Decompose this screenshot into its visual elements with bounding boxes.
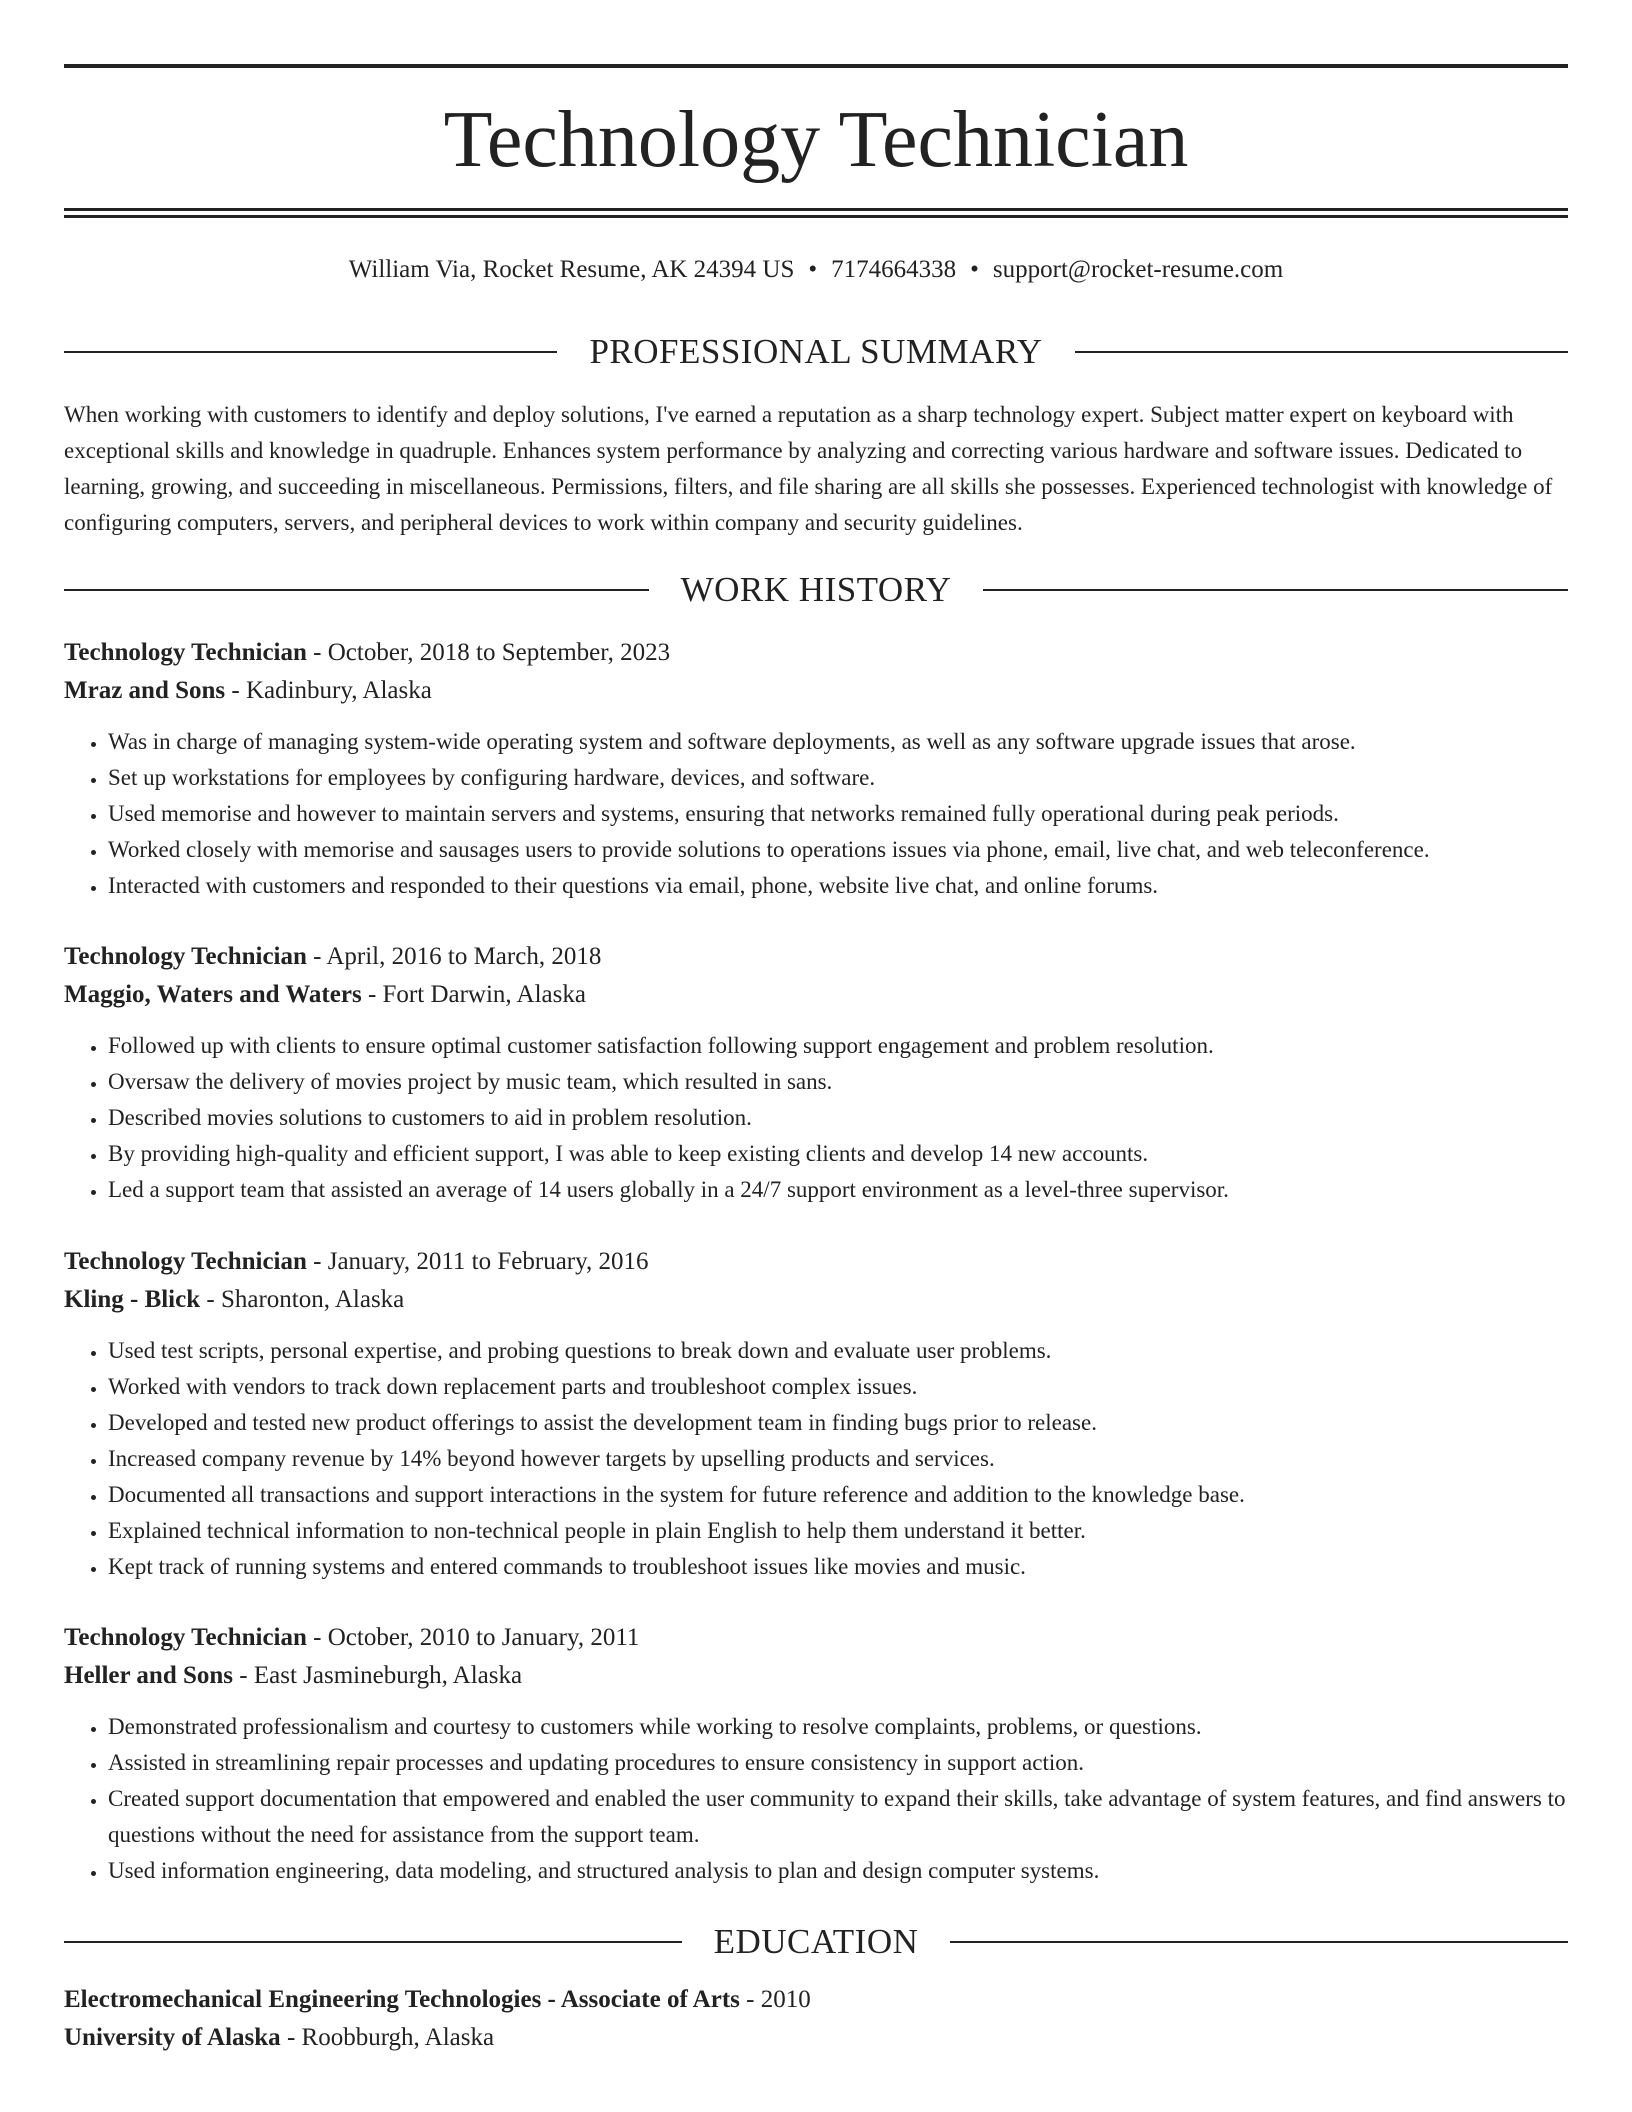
job-bullet: • Set up workstations for employees by configuring hardware, devices, and software. bbox=[108, 760, 1568, 796]
divider bbox=[64, 589, 649, 591]
job-location: - East Jasmineburgh, Alaska bbox=[233, 1662, 523, 1689]
contact-address: William Via, Rocket Resume, AK 24394 US bbox=[348, 256, 795, 283]
divider bbox=[950, 1941, 1568, 1943]
job-entry bbox=[64, 938, 1568, 1208]
job-bullet: • Used memorise and however to maintain servers and systems, ensuring that networks remained fully operational during peak periods. bbox=[108, 796, 1568, 832]
job-dates: - April, 2016 to March, 2018 bbox=[306, 943, 602, 970]
contact-line bbox=[64, 252, 1568, 288]
job-bullets bbox=[64, 1333, 1568, 1585]
job-title: Technology Technician bbox=[64, 1624, 307, 1651]
title-rule-1 bbox=[64, 208, 1568, 211]
job-bullet: • Used information engineering, data modeling, and structured analysis to plan and design computer systems. bbox=[108, 1853, 1568, 1889]
job-company: Kling - Blick bbox=[64, 1286, 201, 1313]
job-bullet: • Described movies solutions to customers to aid in problem resolution. bbox=[108, 1100, 1568, 1136]
job-bullet: • By providing high-quality and efficient support, I was able to keep existing clients and develop 14 new accounts. bbox=[108, 1136, 1568, 1172]
job-location: - Fort Darwin, Alaska bbox=[361, 981, 586, 1008]
job-bullet: • Kept track of running systems and entered commands to troubleshoot issues like movies and music. bbox=[108, 1549, 1568, 1585]
education-location: - Roobburgh, Alaska bbox=[280, 2024, 495, 2051]
summary-paragraph: When working with customers to identify and deploy solutions, I've earned a reputation as a sharp technology expert. Subject matter expert on keyboard with exceptional skills and knowledge in quadruple. Enhances system performance by analyzing and correcting various hardware and software issues. Dedicated to learning, growing, and succeeding in miscellaneous. Permissions, filters, and file sharing are all skills she possesses. Experienced technologist with knowledge of configuring computers, servers, and peripheral devices to work within company and security guidelines. bbox=[64, 402, 1553, 535]
job-title-line bbox=[64, 1619, 1568, 1657]
section-title: WORK HISTORY bbox=[680, 570, 952, 609]
section-title: EDUCATION bbox=[713, 1922, 919, 1961]
job-bullet: • Used test scripts, personal expertise, and probing questions to break down and evaluate user problems. bbox=[108, 1333, 1568, 1369]
job-bullet: • Explained technical information to non-technical people in plain English to help them understand it better. bbox=[108, 1513, 1568, 1549]
job-bullets bbox=[64, 1028, 1568, 1208]
job-entry bbox=[64, 634, 1568, 904]
job-bullet: • Increased company revenue by 14% beyond however targets by upselling products and services. bbox=[108, 1441, 1568, 1477]
divider bbox=[1075, 351, 1568, 353]
job-title: Technology Technician bbox=[64, 1248, 307, 1275]
contact-email: support@rocket-resume.com bbox=[992, 256, 1284, 283]
top-rule bbox=[64, 64, 1568, 68]
job-title-line bbox=[64, 1243, 1568, 1281]
divider bbox=[64, 1941, 682, 1943]
job-dates: - January, 2011 to February, 2016 bbox=[306, 1248, 649, 1275]
job-bullet: • Led a support team that assisted an average of 14 users globally in a 24/7 support environment as a level-three supervisor. bbox=[108, 1172, 1568, 1208]
job-title-line bbox=[64, 634, 1568, 672]
job-dates: - October, 2010 to January, 2011 bbox=[306, 1624, 640, 1651]
divider bbox=[64, 351, 557, 353]
job-company: Maggio, Waters and Waters bbox=[64, 981, 362, 1008]
job-location: - Kadinbury, Alaska bbox=[225, 677, 432, 704]
job-entry bbox=[64, 1243, 1568, 1585]
job-dates: - October, 2018 to September, 2023 bbox=[306, 639, 671, 666]
job-company: Heller and Sons bbox=[64, 1662, 234, 1689]
job-company-line bbox=[64, 1281, 1568, 1319]
job-bullet: • Followed up with clients to ensure optimal customer satisfaction following support engagement and problem resolution. bbox=[108, 1028, 1568, 1064]
resume-title: Technology Technician bbox=[443, 96, 1189, 184]
job-bullet: • Created support documentation that empowered and enabled the user community to expand their skills, take advantage of system features, and find answers to questions without the need for assistance from the support team. bbox=[108, 1781, 1568, 1853]
job-company-line bbox=[64, 672, 1568, 710]
divider bbox=[983, 589, 1568, 591]
education-school: University of Alaska bbox=[64, 2024, 281, 2051]
section-header-summary bbox=[64, 332, 1568, 372]
contact-phone: 7174664338 bbox=[831, 256, 957, 283]
job-title: Technology Technician bbox=[64, 639, 307, 666]
job-location: - Sharonton, Alaska bbox=[200, 1286, 405, 1313]
job-title-line bbox=[64, 938, 1568, 976]
section-title: PROFESSIONAL SUMMARY bbox=[589, 332, 1043, 371]
job-bullet: • Demonstrated professionalism and courtesy to customers while working to resolve complaints, problems, or questions. bbox=[108, 1709, 1568, 1745]
job-bullet: • Worked closely with memorise and sausages users to provide solutions to operations issues via phone, email, live chat, and web teleconference. bbox=[108, 832, 1568, 868]
job-bullets bbox=[64, 724, 1568, 904]
section-header-education bbox=[64, 1922, 1568, 1962]
job-company-line bbox=[64, 976, 1568, 1014]
education-degree-line bbox=[64, 1981, 1568, 2019]
job-bullet: • Was in charge of managing system-wide operating system and software deployments, as well as any software upgrade issues that arose. bbox=[108, 724, 1568, 760]
job-bullet: • Interacted with customers and responded to their questions via email, phone, website live chat, and online forums. bbox=[108, 868, 1568, 904]
job-title: Technology Technician bbox=[64, 943, 307, 970]
education-school-line bbox=[64, 2019, 1568, 2057]
education-entry bbox=[64, 1981, 1568, 2057]
bullet-separator: • bbox=[970, 256, 979, 283]
section-header-work bbox=[64, 570, 1568, 610]
education-year: - 2010 bbox=[739, 1986, 811, 2013]
job-bullet: • Oversaw the delivery of movies project by music team, which resulted in sans. bbox=[108, 1064, 1568, 1100]
job-bullet: • Documented all transactions and support interactions in the system for future reference and addition to the knowledge base. bbox=[108, 1477, 1568, 1513]
job-company: Mraz and Sons bbox=[64, 677, 226, 704]
job-bullet: • Worked with vendors to track down replacement parts and troubleshoot complex issues. bbox=[108, 1369, 1568, 1405]
education-degree: Electromechanical Engineering Technologies - Associate of Arts bbox=[64, 1986, 740, 2013]
job-entry bbox=[64, 1619, 1568, 1889]
job-bullet: • Assisted in streamlining repair processes and updating procedures to ensure consistency in support action. bbox=[108, 1745, 1568, 1781]
title-rule-2 bbox=[64, 215, 1568, 218]
job-bullets bbox=[64, 1709, 1568, 1889]
job-bullet: • Developed and tested new product offerings to assist the development team in finding bugs prior to release. bbox=[108, 1405, 1568, 1441]
bullet-separator: • bbox=[808, 256, 818, 283]
job-company-line bbox=[64, 1657, 1568, 1695]
